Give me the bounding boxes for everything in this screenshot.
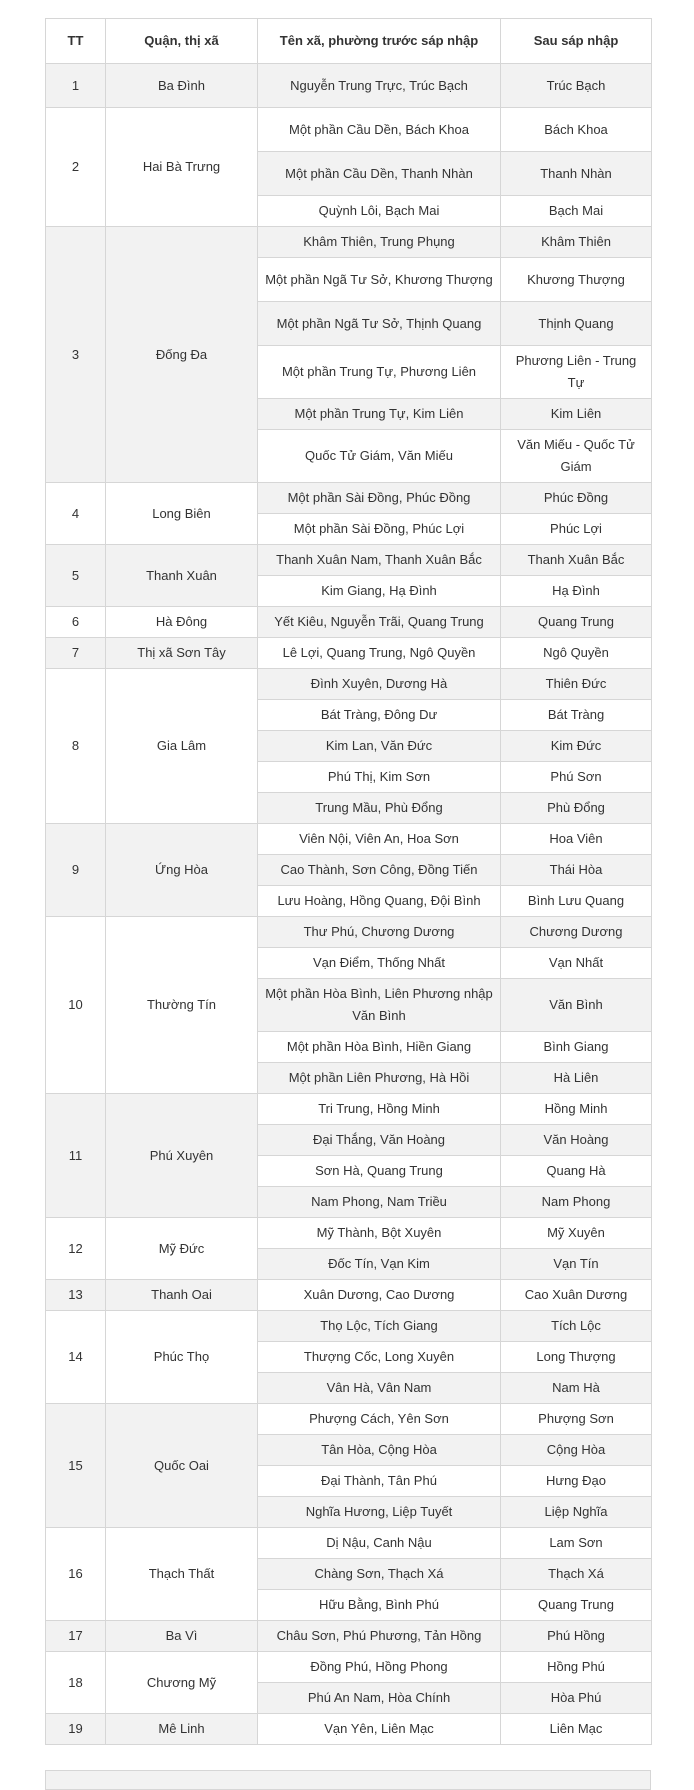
cell-tt: 6 (46, 607, 106, 638)
cell-after: Cao Xuân Dương (501, 1280, 652, 1311)
header-before: Tên xã, phường trước sáp nhập (258, 19, 501, 64)
cell-tt: 4 (46, 483, 106, 545)
cell-after: Thanh Nhàn (501, 152, 652, 196)
cell-before: Một phần Cầu Dền, Bách Khoa (258, 108, 501, 152)
cell-tt: 9 (46, 824, 106, 917)
cell-district: Thị xã Sơn Tây (106, 638, 258, 669)
cell-after: Văn Miếu - Quốc Tử Giám (501, 430, 652, 483)
table-body (46, 64, 652, 1745)
cell-before: Đại Thắng, Văn Hoàng (258, 1125, 501, 1156)
cell-district: Quốc Oai (106, 1404, 258, 1528)
cell-tt: 8 (46, 669, 106, 824)
cell-district: Ba Vì (106, 1621, 258, 1652)
cell-tt: 13 (46, 1280, 106, 1311)
cell-before: Mỹ Thành, Bột Xuyên (258, 1218, 501, 1249)
cell-before: Một phần Sài Đồng, Phúc Lợi (258, 514, 501, 545)
cell-tt: 10 (46, 917, 106, 1094)
table-row (46, 1528, 652, 1559)
cell-before: Đình Xuyên, Dương Hà (258, 669, 501, 700)
cell-district: Thanh Xuân (106, 545, 258, 607)
cell-district: Ứng Hòa (106, 824, 258, 917)
header-district: Quận, thị xã (106, 19, 258, 64)
cell-after: Phúc Đồng (501, 483, 652, 514)
cell-before: Đại Thành, Tân Phú (258, 1466, 501, 1497)
cell-district: Long Biên (106, 483, 258, 545)
table-row (46, 669, 652, 700)
cell-district: Thanh Oai (106, 1280, 258, 1311)
cell-after: Thanh Xuân Bắc (501, 545, 652, 576)
cell-after: Tích Lộc (501, 1311, 652, 1342)
cell-after: Văn Bình (501, 979, 652, 1032)
cell-district: Phú Xuyên (106, 1094, 258, 1218)
cell-tt: 1 (46, 64, 106, 108)
cell-before: Nam Phong, Nam Triều (258, 1187, 501, 1218)
cell-after: Vạn Tín (501, 1249, 652, 1280)
table-row (46, 1404, 652, 1435)
cell-before: Quỳnh Lôi, Bạch Mai (258, 196, 501, 227)
cell-before: Một phần Liên Phương, Hà Hồi (258, 1063, 501, 1094)
cell-after: Bách Khoa (501, 108, 652, 152)
cell-after: Lam Sơn (501, 1528, 652, 1559)
cell-before: Tri Trung, Hồng Minh (258, 1094, 501, 1125)
cell-after: Thịnh Quang (501, 302, 652, 346)
cell-tt: 2 (46, 108, 106, 227)
table-row (46, 917, 652, 948)
cell-before: Quốc Tử Giám, Văn Miếu (258, 430, 501, 483)
cell-district: Gia Lâm (106, 669, 258, 824)
cell-after: Hoa Viên (501, 824, 652, 855)
cell-after: Phú Sơn (501, 762, 652, 793)
bottom-bar (45, 1770, 651, 1790)
cell-before: Phú An Nam, Hòa Chính (258, 1683, 501, 1714)
cell-after: Khương Thượng (501, 258, 652, 302)
cell-after: Hồng Phú (501, 1652, 652, 1683)
cell-before: Thọ Lộc, Tích Giang (258, 1311, 501, 1342)
table-row (46, 1714, 652, 1745)
cell-before: Vạn Yên, Liên Mạc (258, 1714, 501, 1745)
cell-after: Mỹ Xuyên (501, 1218, 652, 1249)
cell-after: Phú Hồng (501, 1621, 652, 1652)
cell-district: Ba Đình (106, 64, 258, 108)
cell-district: Hai Bà Trưng (106, 108, 258, 227)
cell-before: Một phần Sài Đồng, Phúc Đồng (258, 483, 501, 514)
cell-before: Đốc Tín, Vạn Kim (258, 1249, 501, 1280)
cell-before: Kim Giang, Hạ Đình (258, 576, 501, 607)
cell-after: Kim Liên (501, 399, 652, 430)
cell-after: Bình Giang (501, 1032, 652, 1063)
cell-before: Trung Mầu, Phù Đổng (258, 793, 501, 824)
cell-before: Nghĩa Hương, Liệp Tuyết (258, 1497, 501, 1528)
cell-tt: 11 (46, 1094, 106, 1218)
cell-after: Thiên Đức (501, 669, 652, 700)
table-row (46, 824, 652, 855)
table-row (46, 64, 652, 108)
table-row (46, 1280, 652, 1311)
cell-before: Một phần Hòa Bình, Liên Phương nhập Văn Bình (258, 979, 501, 1032)
cell-before: Một phần Hòa Bình, Hiền Giang (258, 1032, 501, 1063)
cell-district: Phúc Thọ (106, 1311, 258, 1404)
cell-after: Phượng Sơn (501, 1404, 652, 1435)
cell-before: Một phần Ngã Tư Sở, Thịnh Quang (258, 302, 501, 346)
cell-after: Quang Trung (501, 607, 652, 638)
cell-after: Kim Đức (501, 731, 652, 762)
cell-after: Phương Liên - Trung Tự (501, 346, 652, 399)
cell-after: Nam Hà (501, 1373, 652, 1404)
table-row (46, 607, 652, 638)
cell-tt: 16 (46, 1528, 106, 1621)
cell-after: Thạch Xá (501, 1559, 652, 1590)
cell-after: Bát Tràng (501, 700, 652, 731)
cell-after: Quang Hà (501, 1156, 652, 1187)
table-row (46, 227, 652, 258)
cell-before: Kim Lan, Văn Đức (258, 731, 501, 762)
cell-before: Lưu Hoàng, Hồng Quang, Đội Bình (258, 886, 501, 917)
cell-after: Liên Mạc (501, 1714, 652, 1745)
cell-after: Chương Dương (501, 917, 652, 948)
cell-before: Sơn Hà, Quang Trung (258, 1156, 501, 1187)
header-after: Sau sáp nhập (501, 19, 652, 64)
cell-tt: 12 (46, 1218, 106, 1280)
cell-after: Nam Phong (501, 1187, 652, 1218)
cell-before: Yết Kiêu, Nguyễn Trãi, Quang Trung (258, 607, 501, 638)
table-row (46, 1621, 652, 1652)
cell-before: Vạn Điểm, Thống Nhất (258, 948, 501, 979)
cell-before: Một phần Trung Tự, Phương Liên (258, 346, 501, 399)
cell-after: Hòa Phú (501, 1683, 652, 1714)
cell-tt: 5 (46, 545, 106, 607)
cell-before: Phú Thị, Kim Sơn (258, 762, 501, 793)
cell-before: Dị Nậu, Canh Nậu (258, 1528, 501, 1559)
cell-after: Hà Liên (501, 1063, 652, 1094)
cell-before: Khâm Thiên, Trung Phụng (258, 227, 501, 258)
cell-after: Quang Trung (501, 1590, 652, 1621)
cell-district: Hà Đông (106, 607, 258, 638)
cell-district: Thường Tín (106, 917, 258, 1094)
table-row (46, 1652, 652, 1683)
cell-before: Nguyễn Trung Trực, Trúc Bạch (258, 64, 501, 108)
cell-before: Thượng Cốc, Long Xuyên (258, 1342, 501, 1373)
table-row (46, 1311, 652, 1342)
cell-after: Hồng Minh (501, 1094, 652, 1125)
header-row (46, 19, 652, 64)
cell-after: Phúc Lợi (501, 514, 652, 545)
cell-tt: 19 (46, 1714, 106, 1745)
cell-tt: 3 (46, 227, 106, 483)
cell-after: Khâm Thiên (501, 227, 652, 258)
cell-before: Chàng Sơn, Thạch Xá (258, 1559, 501, 1590)
cell-before: Một phần Cầu Dền, Thanh Nhàn (258, 152, 501, 196)
cell-before: Vân Hà, Vân Nam (258, 1373, 501, 1404)
cell-before: Thanh Xuân Nam, Thanh Xuân Bắc (258, 545, 501, 576)
cell-tt: 7 (46, 638, 106, 669)
cell-district: Chương Mỹ (106, 1652, 258, 1714)
table-row (46, 483, 652, 514)
header-tt: TT (46, 19, 106, 64)
cell-after: Văn Hoàng (501, 1125, 652, 1156)
cell-tt: 15 (46, 1404, 106, 1528)
cell-after: Thái Hòa (501, 855, 652, 886)
table-row (46, 638, 652, 669)
cell-after: Hạ Đình (501, 576, 652, 607)
table-row (46, 1094, 652, 1125)
cell-before: Xuân Dương, Cao Dương (258, 1280, 501, 1311)
cell-tt: 17 (46, 1621, 106, 1652)
cell-before: Thư Phú, Chương Dương (258, 917, 501, 948)
cell-before: Châu Sơn, Phú Phương, Tản Hồng (258, 1621, 501, 1652)
cell-district: Mê Linh (106, 1714, 258, 1745)
cell-before: Bát Tràng, Đông Dư (258, 700, 501, 731)
cell-after: Vạn Nhất (501, 948, 652, 979)
table-row (46, 1218, 652, 1249)
cell-before: Đồng Phú, Hồng Phong (258, 1652, 501, 1683)
cell-before: Một phần Ngã Tư Sở, Khương Thượng (258, 258, 501, 302)
merger-table (45, 18, 652, 1745)
cell-after: Hưng Đạo (501, 1466, 652, 1497)
cell-after: Phù Đổng (501, 793, 652, 824)
cell-before: Phượng Cách, Yên Sơn (258, 1404, 501, 1435)
cell-after: Liệp Nghĩa (501, 1497, 652, 1528)
cell-after: Bình Lưu Quang (501, 886, 652, 917)
table-row (46, 545, 652, 576)
cell-before: Một phần Trung Tự, Kim Liên (258, 399, 501, 430)
cell-district: Thạch Thất (106, 1528, 258, 1621)
cell-district: Đống Đa (106, 227, 258, 483)
cell-before: Cao Thành, Sơn Công, Đồng Tiến (258, 855, 501, 886)
table-row (46, 108, 652, 152)
cell-before: Lê Lợi, Quang Trung, Ngô Quyền (258, 638, 501, 669)
cell-after: Bạch Mai (501, 196, 652, 227)
cell-before: Viên Nội, Viên An, Hoa Sơn (258, 824, 501, 855)
cell-after: Cộng Hòa (501, 1435, 652, 1466)
cell-after: Ngô Quyền (501, 638, 652, 669)
cell-district: Mỹ Đức (106, 1218, 258, 1280)
cell-after: Trúc Bạch (501, 64, 652, 108)
cell-tt: 14 (46, 1311, 106, 1404)
cell-tt: 18 (46, 1652, 106, 1714)
cell-before: Hữu Bằng, Bình Phú (258, 1590, 501, 1621)
cell-before: Tân Hòa, Cộng Hòa (258, 1435, 501, 1466)
cell-after: Long Thượng (501, 1342, 652, 1373)
